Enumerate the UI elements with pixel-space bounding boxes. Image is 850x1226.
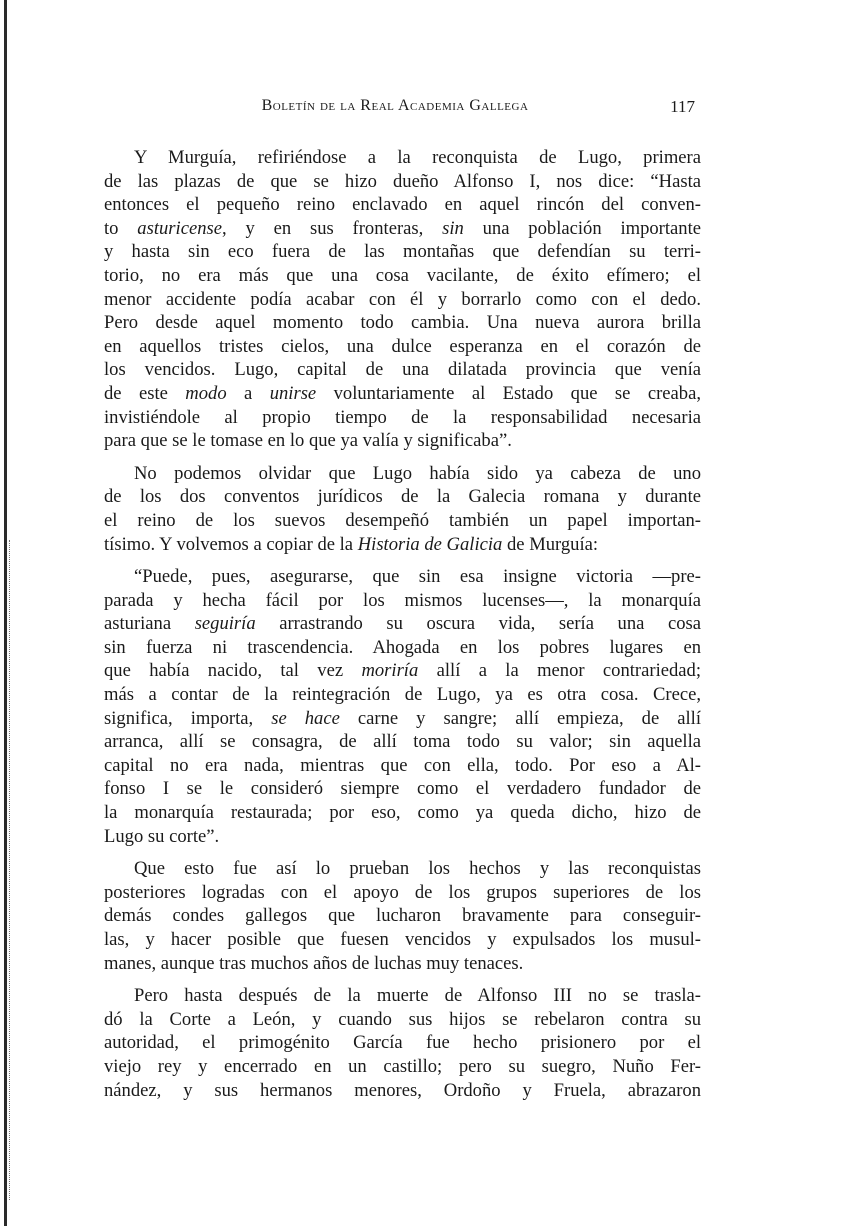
text-run: No podemos olvidar que Lugo había sido ya cabeza de uno [134, 462, 701, 484]
text-run: para que se le tomase en lo que ya valía y significaba”. [104, 430, 512, 452]
text-line [104, 777, 701, 801]
text-line [104, 1079, 701, 1103]
text-run: las, y hacer posible que fuesen vencidos y expulsados los musul- [104, 929, 701, 950]
page-number: 117 [670, 97, 695, 116]
text-run: capital no era nada, mientras que con ella, todo. Por eso a Al- [104, 754, 701, 776]
text-run: to [104, 217, 138, 239]
text-line [104, 857, 701, 881]
text-line [104, 170, 701, 194]
text-line [104, 683, 701, 707]
italic-text: se hace [271, 707, 340, 729]
text-line [104, 881, 701, 905]
text-run: Lugo su corte”. [104, 825, 220, 847]
text-run: tísimo. Y volvemos a copiar de la [104, 533, 358, 555]
text-run: arrastrando su oscura vida, sería una cosa [255, 613, 701, 635]
text-run: sin fuerza ni trascendencia. Ahogada en los pobres lugares en [104, 636, 701, 658]
text-line [104, 193, 701, 217]
text-line [104, 754, 701, 778]
text-line [104, 707, 701, 731]
text-line [104, 429, 701, 453]
text-line [104, 952, 701, 976]
text-run: de este [104, 382, 186, 404]
paragraph [104, 857, 701, 975]
text-line [104, 288, 701, 312]
text-run: parada y hecha fácil por los mismos lucenses—, la monarquía [104, 589, 701, 611]
text-line [104, 264, 701, 288]
page-binding-edge [4, 0, 7, 1226]
text-run: Pero hasta después de la muerte de Alfonso III no se trasla- [134, 985, 701, 1007]
text-line [104, 730, 701, 754]
text-line [104, 612, 701, 636]
text-run: autoridad, el primogénito García fue hecho prisionero por el [104, 1032, 701, 1054]
text-run: menor accidente podía acabar con él y borrarlo como con el dedo. [104, 288, 701, 310]
text-run: más a contar de la reintegración de Lugo, ya es otra cosa. Crece, [104, 684, 701, 706]
paragraph [104, 984, 701, 1102]
text-run: posteriores logradas con el apoyo de los grupos superiores de los [104, 881, 701, 903]
text-run: asturiana [104, 613, 195, 635]
text-line [104, 904, 701, 928]
text-run: torio, no era más que una cosa vacilante, de éxito efímero; el [104, 264, 701, 286]
text-run: de los dos conventos jurídicos de la Galecia romana y durante [104, 486, 701, 508]
text-line [104, 462, 701, 486]
paragraph [104, 565, 701, 848]
paragraph [104, 462, 701, 556]
text-run: carne y sangre; allí empieza, de allí [339, 707, 701, 729]
text-run: el reino de los suevos desempeñó también un papel importan- [104, 509, 701, 531]
text-run: arranca, allí se consagra, de allí toma todo su valor; sin aquella [104, 731, 701, 753]
text-line [104, 565, 701, 589]
text-line [104, 485, 701, 509]
text-run: , y en sus fronteras, [222, 217, 443, 239]
text-run: Y Murguía, refiriéndose a la reconquista de Lugo, primera [134, 147, 701, 168]
text-run: voluntariamente al Estado que se creaba, [316, 382, 701, 404]
text-run: en aquellos tristes cielos, una dulce esperanza en el corazón de [104, 335, 701, 357]
italic-text: unirse [269, 382, 317, 404]
text-line [104, 1031, 701, 1055]
body-text [104, 146, 701, 1111]
text-run: y hasta sin eco fuera de las montañas que defendían su terri- [104, 241, 701, 263]
italic-text: moriría [361, 660, 419, 682]
text-line [104, 406, 701, 430]
text-line [104, 825, 701, 849]
text-run: que había nacido, tal vez [104, 660, 362, 682]
running-title: Boletín de la Real Academia Gallega [261, 97, 529, 114]
text-line [104, 659, 701, 683]
text-line [104, 509, 701, 533]
text-run: significa, importa, [104, 707, 272, 729]
text-run: dó la Corte a León, y cuando sus hijos se rebelaron contra su [104, 1008, 701, 1030]
italic-text: Historia de Galicia [357, 533, 503, 555]
text-line [104, 382, 701, 406]
text-run: demás condes gallegos que lucharon bravamente para conseguir- [104, 905, 701, 927]
page-header [104, 97, 701, 123]
text-line [104, 1008, 701, 1032]
italic-text: asturicense [137, 217, 222, 239]
text-line [104, 533, 701, 557]
text-line [104, 928, 701, 952]
text-run: viejo rey y encerrado en un castillo; pero su suegro, Nuño Fer- [104, 1055, 701, 1077]
text-run: Que esto fue así lo prueban los hechos y las reconquistas [134, 858, 701, 880]
text-line [104, 240, 701, 264]
italic-text: sin [442, 217, 464, 239]
paragraph [104, 146, 701, 453]
text-line [104, 636, 701, 660]
text-run: a [226, 382, 270, 404]
text-run: “Puede, pues, asegurarse, que sin esa insigne victoria —pre- [134, 566, 701, 588]
text-run: la monarquía restaurada; por eso, como ya queda dicho, hizo de [104, 802, 701, 824]
text-line [104, 311, 701, 335]
italic-text: seguiría [194, 613, 256, 635]
text-run: fonso I se le consideró siempre como el verdadero fundador de [104, 778, 701, 800]
text-run: los vencidos. Lugo, capital de una dilatada provincia que venía [104, 359, 701, 381]
text-run: de las plazas de que se hizo dueño Alfonso I, nos dice: “Hasta [104, 170, 701, 192]
text-line [104, 217, 701, 241]
text-run: nández, y sus hermanos menores, Ordoño y Fruela, abrazaron [104, 1079, 701, 1101]
text-line [104, 146, 701, 170]
text-line [104, 358, 701, 382]
text-run: manes, aunque tras muchos años de luchas muy tenaces. [104, 952, 524, 974]
text-run: invistiéndole al propio tiempo de la responsabilidad necesaria [104, 406, 701, 428]
text-line [104, 335, 701, 359]
text-line [104, 1055, 701, 1079]
page-binding-shadow [9, 540, 11, 1200]
text-line [104, 984, 701, 1008]
text-run: una población importante [463, 217, 701, 239]
text-run: de Murguía: [502, 533, 599, 555]
text-line [104, 801, 701, 825]
text-run: allí a la menor contrariedad; [418, 660, 701, 682]
italic-text: modo [185, 382, 227, 404]
text-run: entonces el pequeño reino enclavado en aquel rincón del conven- [104, 194, 701, 216]
text-line [104, 589, 701, 613]
text-run: Pero desde aquel momento todo cambia. Una nueva aurora brilla [104, 312, 701, 334]
